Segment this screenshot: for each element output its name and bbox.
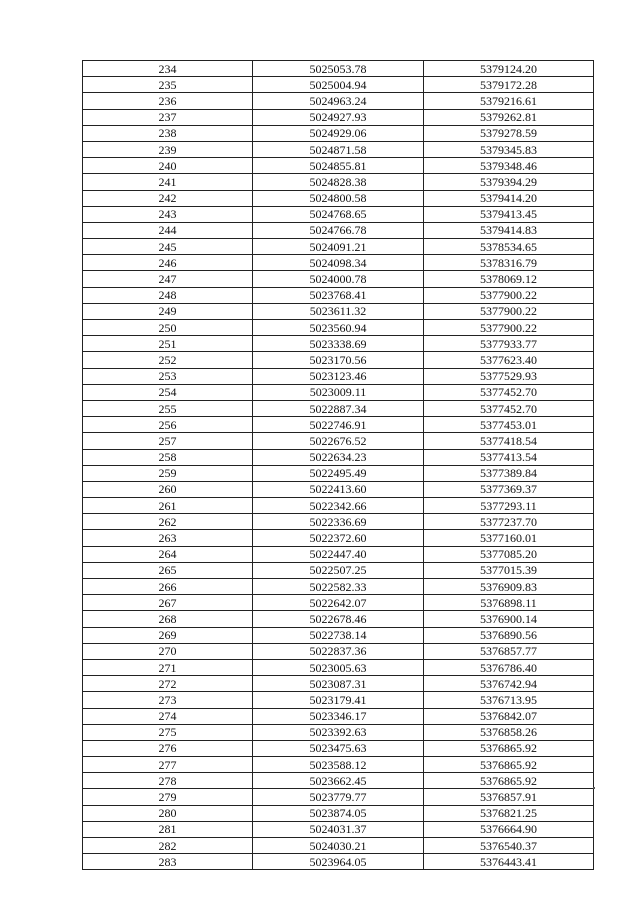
point-number-cell: 252 [83, 352, 253, 368]
point-number-cell: 282 [83, 838, 253, 854]
table-row [83, 239, 594, 255]
scan-speck [593, 787, 595, 789]
x-coordinate-cell: 5022582.33 [253, 579, 424, 595]
x-coordinate-cell: 5023009.11 [253, 384, 424, 400]
point-number-cell: 256 [83, 417, 253, 433]
point-number-cell: 237 [83, 109, 253, 125]
point-number-cell: 243 [83, 206, 253, 222]
x-coordinate-cell: 5024098.34 [253, 255, 424, 271]
table-row [83, 659, 594, 675]
y-coordinate-cell: 5376858.26 [424, 724, 594, 740]
point-number-cell: 262 [83, 514, 253, 530]
table-row [83, 514, 594, 530]
y-coordinate-cell: 5379262.81 [424, 109, 594, 125]
table-row [83, 643, 594, 659]
table-row [83, 789, 594, 805]
table-row [83, 93, 594, 109]
table-row [83, 77, 594, 93]
point-number-cell: 269 [83, 627, 253, 643]
y-coordinate-cell: 5377900.22 [424, 287, 594, 303]
x-coordinate-cell: 5023346.17 [253, 708, 424, 724]
y-coordinate-cell: 5376865.92 [424, 757, 594, 773]
point-number-cell: 234 [83, 61, 253, 77]
table-row [83, 740, 594, 756]
x-coordinate-cell: 5023170.56 [253, 352, 424, 368]
y-coordinate-cell: 5377015.39 [424, 562, 594, 578]
x-coordinate-cell: 5022642.07 [253, 595, 424, 611]
table-row [83, 109, 594, 125]
point-number-cell: 236 [83, 93, 253, 109]
table-row [83, 174, 594, 190]
y-coordinate-cell: 5379172.28 [424, 77, 594, 93]
x-coordinate-cell: 5024963.24 [253, 93, 424, 109]
table-row [83, 320, 594, 336]
y-coordinate-cell: 5376742.94 [424, 676, 594, 692]
y-coordinate-cell: 5377452.70 [424, 400, 594, 416]
point-number-cell: 254 [83, 384, 253, 400]
y-coordinate-cell: 5376786.40 [424, 659, 594, 675]
x-coordinate-cell: 5024000.78 [253, 271, 424, 287]
x-coordinate-cell: 5023475.63 [253, 740, 424, 756]
point-number-cell: 267 [83, 595, 253, 611]
table-row [83, 821, 594, 837]
coordinates-table [82, 60, 594, 870]
table-row [83, 417, 594, 433]
y-coordinate-cell: 5377085.20 [424, 546, 594, 562]
x-coordinate-cell: 5022413.60 [253, 481, 424, 497]
x-coordinate-cell: 5023179.41 [253, 692, 424, 708]
table-row [83, 854, 594, 870]
y-coordinate-cell: 5376898.11 [424, 595, 594, 611]
table-row [83, 368, 594, 384]
table-row [83, 206, 594, 222]
x-coordinate-cell: 5022336.69 [253, 514, 424, 530]
table-row [83, 271, 594, 287]
x-coordinate-cell: 5022746.91 [253, 417, 424, 433]
x-coordinate-cell: 5023964.05 [253, 854, 424, 870]
y-coordinate-cell: 5377900.22 [424, 303, 594, 319]
y-coordinate-cell: 5379345.83 [424, 141, 594, 157]
x-coordinate-cell: 5023768.41 [253, 287, 424, 303]
y-coordinate-cell: 5376857.91 [424, 789, 594, 805]
table-row [83, 773, 594, 789]
y-coordinate-cell: 5377452.70 [424, 384, 594, 400]
y-coordinate-cell: 5376664.90 [424, 821, 594, 837]
y-coordinate-cell: 5376443.41 [424, 854, 594, 870]
point-number-cell: 276 [83, 740, 253, 756]
y-coordinate-cell: 5376865.92 [424, 773, 594, 789]
point-number-cell: 266 [83, 579, 253, 595]
y-coordinate-cell: 5376713.95 [424, 692, 594, 708]
table-row [83, 676, 594, 692]
x-coordinate-cell: 5024768.65 [253, 206, 424, 222]
point-number-cell: 280 [83, 805, 253, 821]
y-coordinate-cell: 5377413.54 [424, 449, 594, 465]
table-row [83, 336, 594, 352]
x-coordinate-cell: 5023560.94 [253, 320, 424, 336]
x-coordinate-cell: 5024030.21 [253, 838, 424, 854]
x-coordinate-cell: 5022837.36 [253, 643, 424, 659]
y-coordinate-cell: 5377389.84 [424, 465, 594, 481]
x-coordinate-cell: 5023874.05 [253, 805, 424, 821]
x-coordinate-cell: 5022887.34 [253, 400, 424, 416]
y-coordinate-cell: 5377160.01 [424, 530, 594, 546]
point-number-cell: 258 [83, 449, 253, 465]
y-coordinate-cell: 5376540.37 [424, 838, 594, 854]
y-coordinate-cell: 5376890.56 [424, 627, 594, 643]
y-coordinate-cell: 5377369.37 [424, 481, 594, 497]
x-coordinate-cell: 5022634.23 [253, 449, 424, 465]
x-coordinate-cell: 5024855.81 [253, 158, 424, 174]
x-coordinate-cell: 5023779.77 [253, 789, 424, 805]
point-number-cell: 272 [83, 676, 253, 692]
table-row [83, 611, 594, 627]
point-number-cell: 279 [83, 789, 253, 805]
x-coordinate-cell: 5024766.78 [253, 222, 424, 238]
point-number-cell: 274 [83, 708, 253, 724]
point-number-cell: 263 [83, 530, 253, 546]
point-number-cell: 261 [83, 498, 253, 514]
point-number-cell: 283 [83, 854, 253, 870]
x-coordinate-cell: 5023123.46 [253, 368, 424, 384]
table-row [83, 465, 594, 481]
table-row [83, 627, 594, 643]
x-coordinate-cell: 5023087.31 [253, 676, 424, 692]
point-number-cell: 270 [83, 643, 253, 659]
table-row [83, 433, 594, 449]
y-coordinate-cell: 5377293.11 [424, 498, 594, 514]
table-row [83, 287, 594, 303]
table-row [83, 303, 594, 319]
point-number-cell: 245 [83, 239, 253, 255]
point-number-cell: 255 [83, 400, 253, 416]
table-row [83, 530, 594, 546]
table-row [83, 190, 594, 206]
table-row [83, 481, 594, 497]
table-row [83, 595, 594, 611]
table-row [83, 400, 594, 416]
x-coordinate-cell: 5022372.60 [253, 530, 424, 546]
x-coordinate-cell: 5024031.37 [253, 821, 424, 837]
x-coordinate-cell: 5024927.93 [253, 109, 424, 125]
table-row [83, 692, 594, 708]
y-coordinate-cell: 5377453.01 [424, 417, 594, 433]
y-coordinate-cell: 5376821.25 [424, 805, 594, 821]
point-number-cell: 241 [83, 174, 253, 190]
x-coordinate-cell: 5022676.52 [253, 433, 424, 449]
y-coordinate-cell: 5376857.77 [424, 643, 594, 659]
y-coordinate-cell: 5378316.79 [424, 255, 594, 271]
x-coordinate-cell: 5023588.12 [253, 757, 424, 773]
x-coordinate-cell: 5022447.40 [253, 546, 424, 562]
y-coordinate-cell: 5377933.77 [424, 336, 594, 352]
point-number-cell: 249 [83, 303, 253, 319]
y-coordinate-cell: 5376900.14 [424, 611, 594, 627]
x-coordinate-cell: 5024929.06 [253, 125, 424, 141]
point-number-cell: 271 [83, 659, 253, 675]
table-row [83, 141, 594, 157]
table-row [83, 579, 594, 595]
y-coordinate-cell: 5376909.83 [424, 579, 594, 595]
x-coordinate-cell: 5024828.38 [253, 174, 424, 190]
x-coordinate-cell: 5025053.78 [253, 61, 424, 77]
point-number-cell: 238 [83, 125, 253, 141]
y-coordinate-cell: 5379414.83 [424, 222, 594, 238]
y-coordinate-cell: 5379413.45 [424, 206, 594, 222]
x-coordinate-cell: 5023005.63 [253, 659, 424, 675]
x-coordinate-cell: 5022495.49 [253, 465, 424, 481]
y-coordinate-cell: 5379216.61 [424, 93, 594, 109]
table-row [83, 757, 594, 773]
point-number-cell: 264 [83, 546, 253, 562]
y-coordinate-cell: 5377529.93 [424, 368, 594, 384]
point-number-cell: 273 [83, 692, 253, 708]
point-number-cell: 247 [83, 271, 253, 287]
y-coordinate-cell: 5379394.29 [424, 174, 594, 190]
point-number-cell: 257 [83, 433, 253, 449]
table-row [83, 158, 594, 174]
point-number-cell: 277 [83, 757, 253, 773]
table-row [83, 352, 594, 368]
point-number-cell: 240 [83, 158, 253, 174]
y-coordinate-cell: 5379124.20 [424, 61, 594, 77]
point-number-cell: 265 [83, 562, 253, 578]
table-row [83, 384, 594, 400]
x-coordinate-cell: 5024091.21 [253, 239, 424, 255]
x-coordinate-cell: 5023338.69 [253, 336, 424, 352]
table-row [83, 708, 594, 724]
table-row [83, 805, 594, 821]
table-row [83, 546, 594, 562]
point-number-cell: 259 [83, 465, 253, 481]
y-coordinate-cell: 5379414.20 [424, 190, 594, 206]
table-row [83, 838, 594, 854]
table-row [83, 562, 594, 578]
y-coordinate-cell: 5377900.22 [424, 320, 594, 336]
coordinates-table-body [83, 61, 594, 870]
table-row [83, 449, 594, 465]
point-number-cell: 242 [83, 190, 253, 206]
y-coordinate-cell: 5377237.70 [424, 514, 594, 530]
table-row [83, 724, 594, 740]
point-number-cell: 253 [83, 368, 253, 384]
point-number-cell: 268 [83, 611, 253, 627]
table-row [83, 61, 594, 77]
point-number-cell: 248 [83, 287, 253, 303]
x-coordinate-cell: 5025004.94 [253, 77, 424, 93]
point-number-cell: 275 [83, 724, 253, 740]
point-number-cell: 244 [83, 222, 253, 238]
x-coordinate-cell: 5024800.58 [253, 190, 424, 206]
point-number-cell: 250 [83, 320, 253, 336]
x-coordinate-cell: 5023662.45 [253, 773, 424, 789]
table-row [83, 498, 594, 514]
y-coordinate-cell: 5379278.59 [424, 125, 594, 141]
y-coordinate-cell: 5378534.65 [424, 239, 594, 255]
x-coordinate-cell: 5022342.66 [253, 498, 424, 514]
point-number-cell: 278 [83, 773, 253, 789]
table-row [83, 222, 594, 238]
x-coordinate-cell: 5022507.25 [253, 562, 424, 578]
x-coordinate-cell: 5023611.32 [253, 303, 424, 319]
point-number-cell: 246 [83, 255, 253, 271]
point-number-cell: 251 [83, 336, 253, 352]
y-coordinate-cell: 5379348.46 [424, 158, 594, 174]
y-coordinate-cell: 5377623.40 [424, 352, 594, 368]
x-coordinate-cell: 5023392.63 [253, 724, 424, 740]
point-number-cell: 281 [83, 821, 253, 837]
point-number-cell: 235 [83, 77, 253, 93]
y-coordinate-cell: 5378069.12 [424, 271, 594, 287]
x-coordinate-cell: 5022678.46 [253, 611, 424, 627]
point-number-cell: 260 [83, 481, 253, 497]
point-number-cell: 239 [83, 141, 253, 157]
y-coordinate-cell: 5376842.07 [424, 708, 594, 724]
table-row [83, 125, 594, 141]
table-row [83, 255, 594, 271]
y-coordinate-cell: 5377418.54 [424, 433, 594, 449]
y-coordinate-cell: 5376865.92 [424, 740, 594, 756]
x-coordinate-cell: 5024871.58 [253, 141, 424, 157]
x-coordinate-cell: 5022738.14 [253, 627, 424, 643]
